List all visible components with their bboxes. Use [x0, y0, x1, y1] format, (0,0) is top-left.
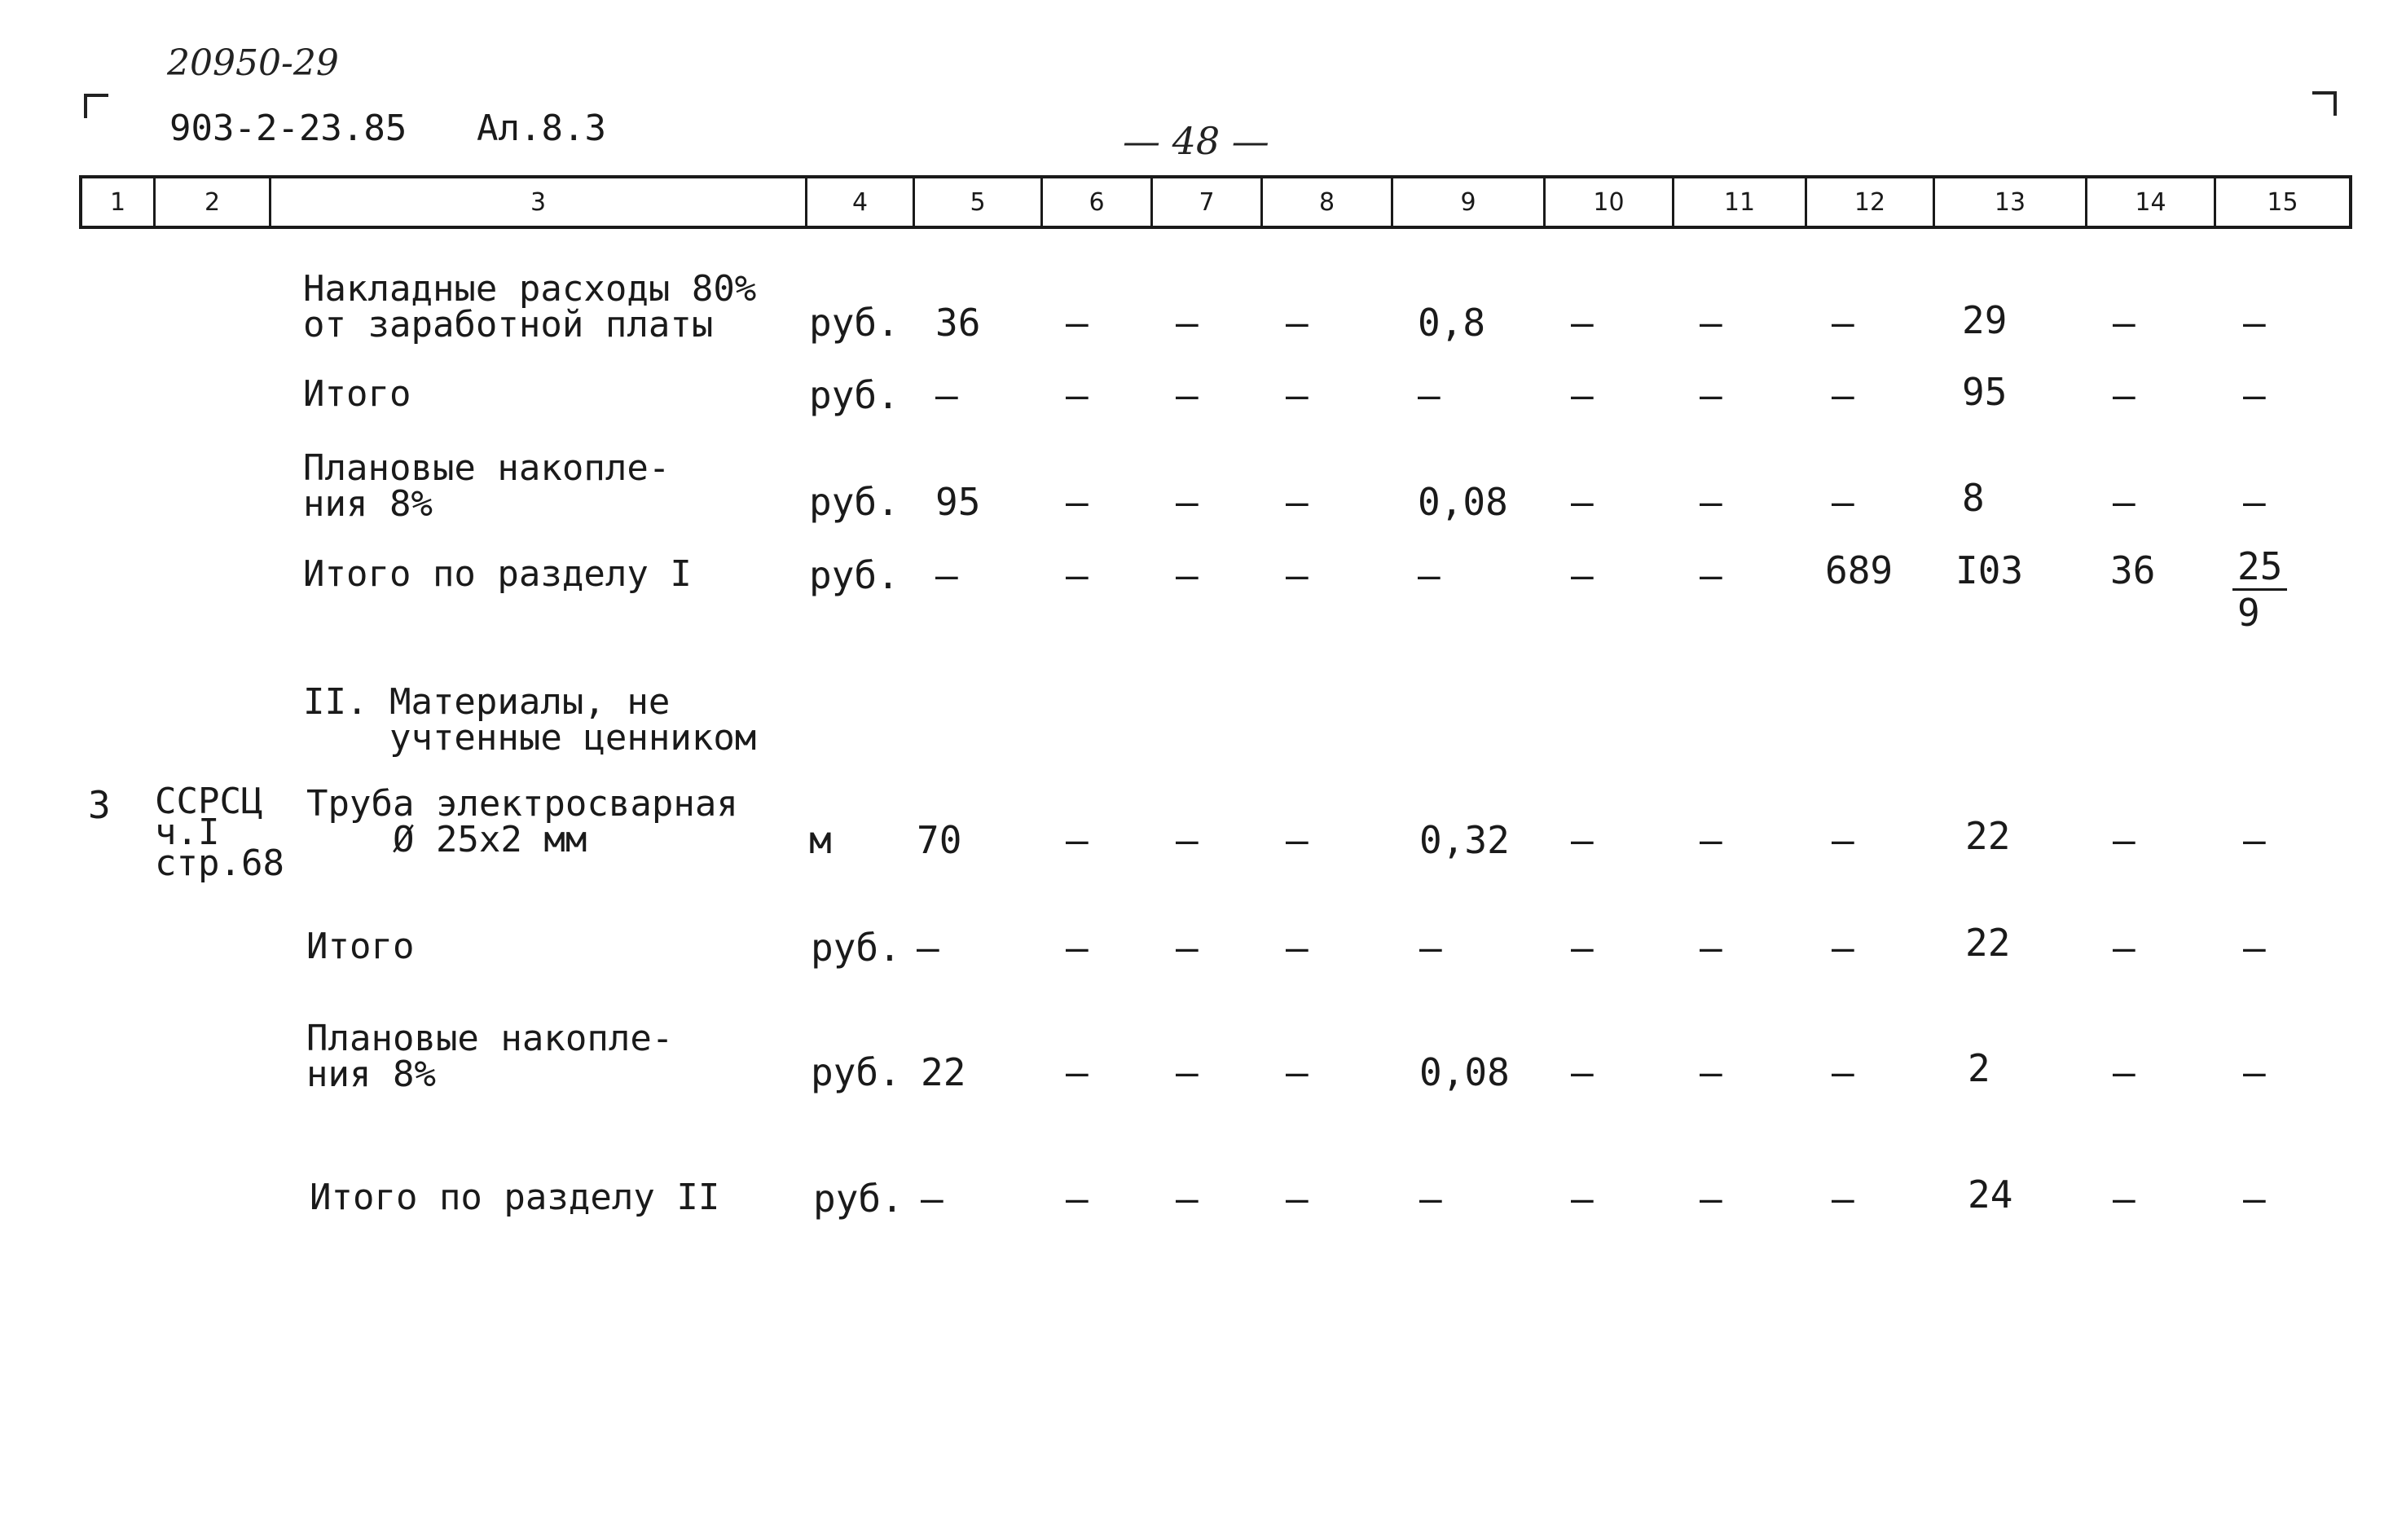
column-header: 13 — [1933, 178, 2085, 226]
doc-reference: 903-2-23.85 — [169, 108, 407, 149]
row-unit: руб. — [811, 1050, 901, 1094]
cell-col13: 29 — [1962, 298, 2008, 342]
column-header: 14 — [2085, 178, 2214, 226]
fraction-numerator: 25 — [2232, 544, 2287, 591]
cell-col15: – — [2243, 818, 2266, 862]
cell-col11: – — [1700, 1050, 1722, 1094]
column-header: 8 — [1260, 178, 1391, 226]
cell-col14: 36 — [2110, 548, 2156, 592]
fraction-denominator: 9 — [2237, 591, 2260, 635]
cell-col6: – — [1066, 301, 1089, 345]
cell-col6: – — [1066, 373, 1089, 417]
cell-col5: – — [917, 926, 939, 970]
cell-col7: – — [1176, 1050, 1199, 1094]
cell-col8: – — [1286, 818, 1309, 862]
cell-col5: – — [921, 1177, 943, 1221]
cell-col11: – — [1700, 1177, 1722, 1221]
cell-col13: 22 — [1965, 921, 2011, 965]
cell-col5: – — [935, 373, 958, 417]
cell-col15: – — [2243, 480, 2266, 524]
column-header: 9 — [1391, 178, 1543, 226]
cell-col10: – — [1571, 480, 1594, 524]
row-unit: м — [809, 818, 832, 862]
cell-col13: 22 — [1965, 814, 2011, 858]
row-description: Итого по разделу II — [310, 1177, 720, 1218]
cell-col12: – — [1832, 818, 1854, 862]
cell-col5: – — [935, 553, 958, 597]
cell-col13: 8 — [1962, 476, 1985, 520]
cell-col6: – — [1066, 1050, 1089, 1094]
cell-col13: 95 — [1962, 370, 2008, 414]
column-header: 11 — [1672, 178, 1805, 226]
cell-col15: – — [2243, 926, 2266, 970]
cell-col14: – — [2113, 1177, 2135, 1221]
column-header-row — [79, 175, 2352, 229]
column-header: 1 — [109, 187, 126, 217]
cell-col15: – — [2243, 301, 2266, 345]
cell-col11: – — [1700, 301, 1722, 345]
cell-col6: – — [1066, 1177, 1089, 1221]
cell-col9: – — [1419, 1177, 1442, 1221]
row-description: Плановые накопле- ния 8% — [303, 447, 671, 525]
cell-col14: – — [2113, 480, 2135, 524]
column-header: 15 — [2214, 178, 2349, 226]
cell-col12: – — [1832, 480, 1854, 524]
cell-col9: – — [1418, 373, 1441, 417]
cell-col10: – — [1571, 1050, 1594, 1094]
cell-col6: – — [1066, 553, 1089, 597]
cell-col6: – — [1066, 926, 1089, 970]
cell-col12: – — [1832, 1177, 1854, 1221]
cell-col10: – — [1571, 926, 1594, 970]
cell-col10: – — [1571, 818, 1594, 862]
row-unit: руб. — [809, 373, 900, 417]
corner-mark-right — [2312, 91, 2337, 116]
cell-col6: – — [1066, 480, 1089, 524]
cell-col12: – — [1832, 1050, 1854, 1094]
cell-col11: – — [1700, 926, 1722, 970]
cell-col13: 2 — [1968, 1046, 1990, 1090]
cell-col11: – — [1700, 818, 1722, 862]
column-header: 5 — [913, 178, 1040, 226]
cell-col8: – — [1286, 1050, 1309, 1094]
row-reference: ССРСЦ ч.I стр.68 — [155, 781, 284, 884]
cell-col7: – — [1176, 373, 1199, 417]
row-description: Плановые накопле- ния 8% — [306, 1018, 674, 1095]
row-description: Итого по разделу I — [303, 553, 692, 595]
column-header: 10 — [1543, 178, 1672, 226]
cell-col10: – — [1571, 553, 1594, 597]
cell-col7: – — [1176, 553, 1199, 597]
row-unit: руб. — [809, 301, 900, 345]
cell-col14: – — [2113, 1050, 2135, 1094]
cell-col8: – — [1286, 373, 1309, 417]
cell-col8: – — [1286, 1177, 1309, 1221]
cell-col15: – — [2243, 373, 2266, 417]
cell-col9: – — [1418, 553, 1441, 597]
cell-col9: 0,8 — [1418, 301, 1486, 345]
column-header: 6 — [1040, 178, 1150, 226]
cell-col11: – — [1700, 553, 1722, 597]
column-header: 2 — [153, 178, 269, 226]
row-number: 3 — [88, 783, 111, 827]
column-header: 12 — [1805, 178, 1933, 226]
album-reference: Ал.8.3 — [477, 108, 606, 149]
column-header: 7 — [1150, 178, 1260, 226]
cell-col14: – — [2113, 373, 2135, 417]
page-number: — 48 — — [1123, 119, 1269, 163]
column-header: 4 — [805, 178, 913, 226]
cell-col13: 24 — [1968, 1173, 2013, 1217]
corner-mark-left — [84, 94, 108, 118]
cell-col15: – — [2243, 1177, 2266, 1221]
cell-col5: 22 — [921, 1050, 966, 1094]
cell-col7: – — [1176, 926, 1199, 970]
row-unit: руб. — [809, 480, 900, 524]
cell-col10: – — [1571, 301, 1594, 345]
cell-col9: 0,08 — [1419, 1050, 1510, 1094]
cell-col8: – — [1286, 553, 1309, 597]
row-unit: руб. — [811, 926, 901, 970]
row-unit: руб. — [813, 1177, 904, 1221]
cell-col12: – — [1832, 301, 1854, 345]
row-unit: руб. — [809, 553, 900, 597]
cell-col7: – — [1176, 480, 1199, 524]
cell-col8: – — [1286, 480, 1309, 524]
cell-col7: – — [1176, 1177, 1199, 1221]
cell-col10: – — [1571, 373, 1594, 417]
cell-col10: – — [1571, 1177, 1594, 1221]
row-description: Накладные расходы 80% от заработной платы — [303, 268, 757, 345]
cell-col15-fraction — [2232, 544, 2287, 635]
column-header: 3 — [269, 178, 805, 226]
cell-col7: – — [1176, 301, 1199, 345]
cell-col9: 0,08 — [1418, 480, 1508, 524]
cell-col5: 70 — [917, 818, 962, 862]
row-description: Труба электросварная Ø 25х2 мм — [306, 783, 738, 860]
cell-col5: 36 — [935, 301, 981, 345]
cell-col5: 95 — [935, 480, 981, 524]
cell-col7: – — [1176, 818, 1199, 862]
row-description: Итого — [303, 373, 411, 415]
cell-col13: I03 — [1955, 548, 2024, 592]
cell-col14: – — [2113, 926, 2135, 970]
cell-col9: 0,32 — [1419, 818, 1510, 862]
cell-col8: – — [1286, 301, 1309, 345]
cell-col12: – — [1832, 373, 1854, 417]
cell-col8: – — [1286, 926, 1309, 970]
cell-col14: – — [2113, 301, 2135, 345]
cell-col12: 689 — [1825, 548, 1894, 592]
cell-col6: – — [1066, 818, 1089, 862]
cell-col9: – — [1419, 926, 1442, 970]
handwritten-doc-code: 20950-29 — [167, 42, 339, 84]
section-heading: II. Материалы, не учтенные ценником — [303, 681, 757, 759]
cell-col11: – — [1700, 373, 1722, 417]
cell-col14: – — [2113, 818, 2135, 862]
row-description: Итого — [306, 926, 415, 967]
cell-col15: – — [2243, 1050, 2266, 1094]
cell-col12: – — [1832, 926, 1854, 970]
cell-col11: – — [1700, 480, 1722, 524]
